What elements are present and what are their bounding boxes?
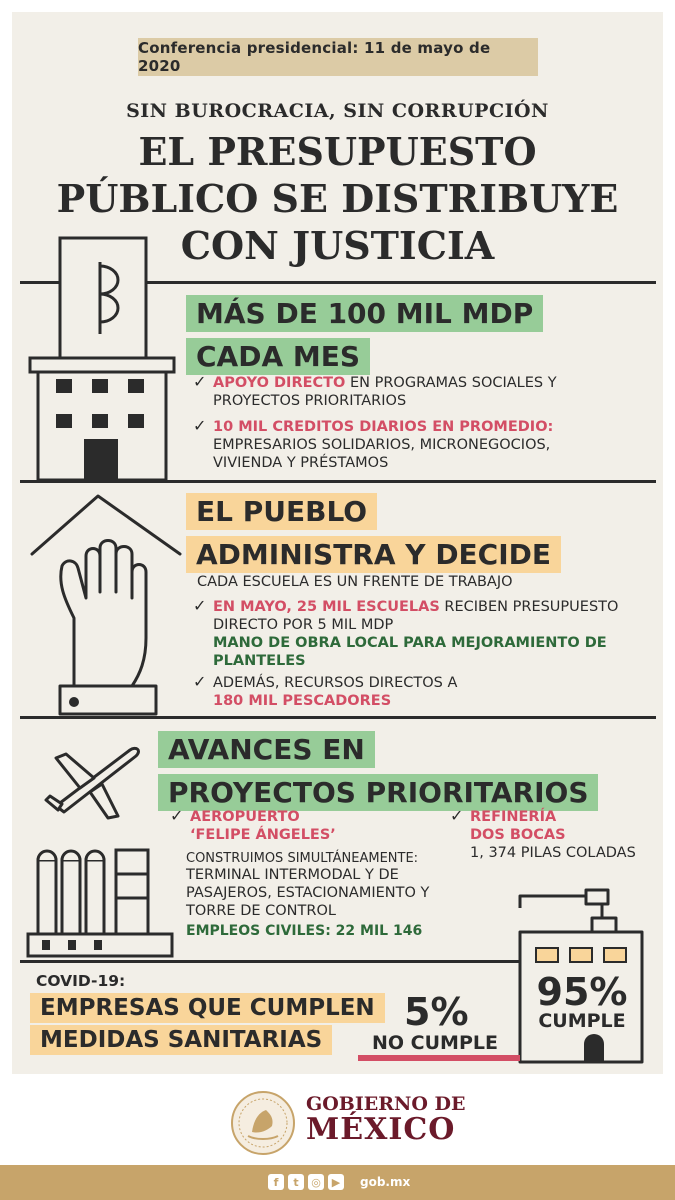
check-icon: ✓: [170, 806, 184, 825]
airport-detail: TERMINAL INTERMODAL Y DE PASAJEROS, ESTACIONAMIENTO Y TORRE DE CONTROL: [186, 867, 430, 919]
section1-heading: [186, 292, 543, 378]
refinery-detail: 1, 374 PILAS COLADAS: [470, 845, 636, 861]
coat-of-arms-seal-icon: [230, 1090, 296, 1156]
bullet-green-text: MANO DE OBRA LOCAL PARA MEJORAMIENTO DE PLANTELES: [213, 635, 607, 669]
instagram-icon[interactable]: ◎: [308, 1174, 324, 1190]
covid-heading: [30, 992, 385, 1056]
section1-heading-line: MÁS DE 100 MIL MDP: [186, 295, 543, 332]
title-line: CON JUSTICIA: [180, 223, 495, 268]
check-icon: ✓: [193, 372, 207, 391]
airport-block: [170, 808, 470, 844]
refinery-icon: [28, 840, 173, 962]
hand-house-icon: [28, 488, 193, 718]
airplane-icon: [46, 740, 142, 820]
title-line: PÚBLICO SE DISTRIBUYE: [56, 176, 619, 221]
airport-title-line: ‘FELIPE ÁNGELES’: [190, 827, 336, 843]
bullet-text: EN PROGRAMAS SOCIALES Y PROYECTOS PRIORITARIOS: [213, 375, 557, 409]
section1-bullet-2: [193, 418, 613, 472]
check-icon: ✓: [193, 672, 207, 691]
org-line-1: GOBIERNO DE: [306, 1093, 466, 1115]
social-links: [268, 1174, 344, 1190]
section2-bullet-1: [193, 598, 661, 670]
youtube-icon[interactable]: ▶: [328, 1174, 344, 1190]
bullet-highlight: 180 MIL PESCADORES: [213, 693, 392, 709]
section2-heading-line: EL PUEBLO: [186, 493, 377, 530]
facebook-icon[interactable]: f: [268, 1174, 284, 1190]
bullet-text: RECIBEN PRESUPUESTO DIRECTO POR 5 MIL MDP: [213, 599, 619, 633]
no-comply-bar: [358, 1055, 520, 1061]
check-icon: ✓: [450, 806, 464, 825]
section2-heading-line: ADMINISTRA Y DECIDE: [186, 536, 561, 573]
check-icon: ✓: [193, 416, 207, 435]
bullet-text: EMPRESARIOS SOLIDARIOS, MICRONEGOCIOS, VIVIENDA Y PRÉSTAMOS: [213, 437, 551, 471]
refinery-title-line: DOS BOCAS: [470, 827, 566, 843]
airport-jobs: EMPLEOS CIVILES: 22 MIL 146: [186, 923, 423, 939]
comply-label: CUMPLE: [538, 1010, 626, 1032]
covid-label: COVID-19:: [36, 972, 126, 990]
bullet-highlight: 10 MIL CREDITOS DIARIOS EN PROMEDIO:: [213, 419, 554, 435]
org-line-2: MÉXICO: [306, 1112, 456, 1147]
conference-banner: Conferencia presidencial: 11 de mayo de 2020: [138, 38, 538, 76]
no-comply-label: NO CUMPLE: [372, 1032, 498, 1054]
section2-intro: CADA ESCUELA ES UN FRENTE DE TRABAJO: [197, 574, 513, 590]
section3-heading-line: AVANCES EN: [158, 731, 375, 768]
bullet-highlight: APOYO DIRECTO: [213, 375, 346, 391]
no-comply-percent: 5%: [404, 990, 469, 1034]
government-logo-text: [306, 1093, 466, 1145]
website-link[interactable]: gob.mx: [360, 1175, 411, 1189]
title-line: EL PRESUPUESTO: [138, 129, 537, 174]
covid-heading-line: MEDIDAS SANITARIAS: [30, 1025, 332, 1055]
subtitle: SIN BUROCRACIA, SIN CORRUPCIÓN: [126, 100, 549, 122]
refinery-block: [450, 808, 650, 862]
section3-heading-line: PROYECTOS PRIORITARIOS: [158, 774, 598, 811]
bullet-highlight: EN MAYO, 25 MIL ESCUELAS: [213, 599, 440, 615]
comply-percent: 95%: [536, 970, 628, 1014]
building-dollar-icon: [30, 236, 180, 482]
section1-heading-line: CADA MES: [186, 338, 370, 375]
section1-bullet-1: [193, 374, 633, 410]
covid-heading-line: EMPRESAS QUE CUMPLEN: [30, 993, 385, 1023]
twitter-icon[interactable]: t: [288, 1174, 304, 1190]
refinery-title-line: REFINERÍA: [470, 809, 557, 825]
bullet-text: ADEMÁS, RECURSOS DIRECTOS A: [213, 675, 458, 691]
section3-heading: [158, 728, 598, 814]
airport-note: CONSTRUIMOS SIMULTÁNEAMENTE:: [186, 851, 419, 866]
section2-heading: [186, 490, 561, 576]
section2-bullet-2: [193, 674, 613, 710]
check-icon: ✓: [193, 596, 207, 615]
airport-title-line: AEROPUERTO: [190, 809, 300, 825]
